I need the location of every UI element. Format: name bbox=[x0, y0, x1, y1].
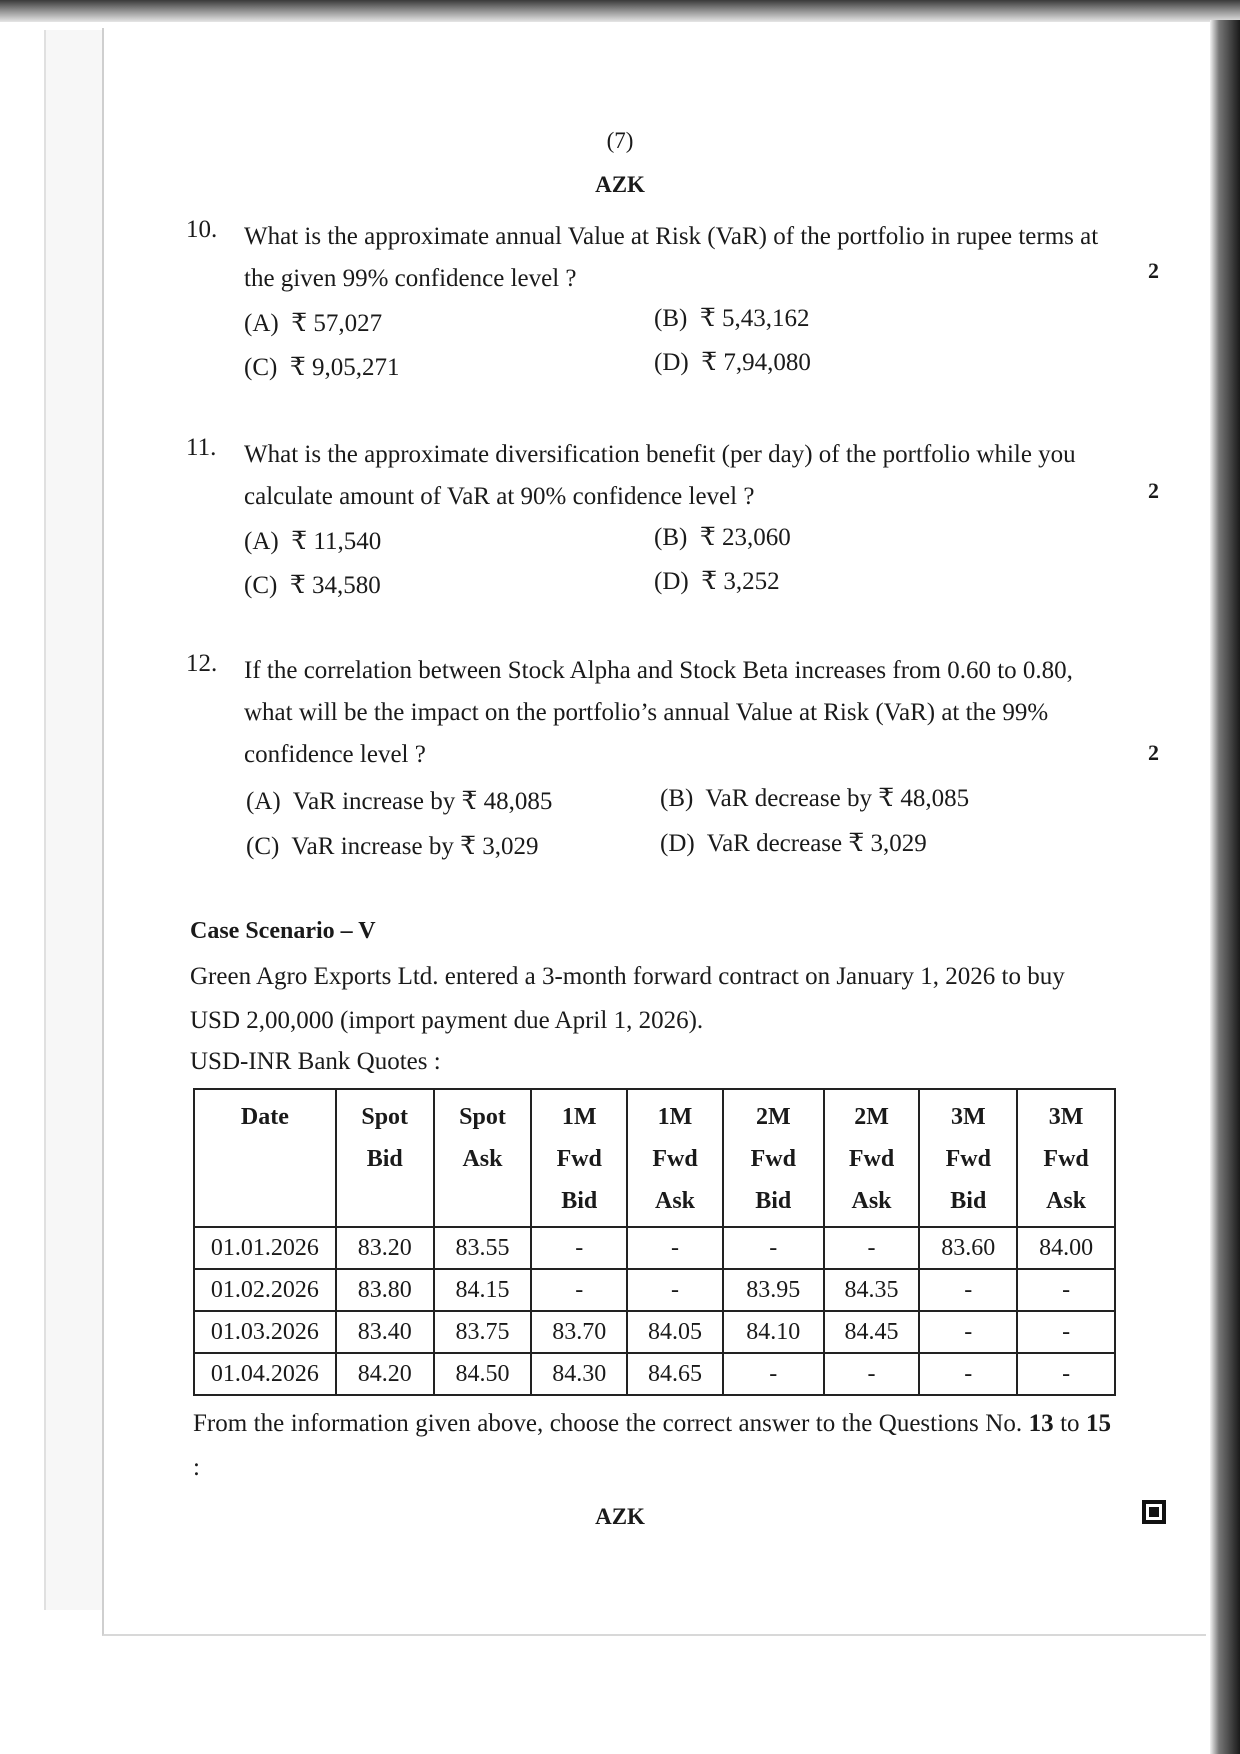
cell-3m-fwd-ask: - bbox=[1017, 1353, 1115, 1395]
option-12-a: (A) VaR increase by ₹ 48,085 bbox=[246, 788, 553, 815]
cell-2m-fwd-ask: - bbox=[824, 1353, 920, 1395]
question-text: If the correlation between Stock Alpha and Stock Beta increases from 0.60 to 0.80, what will be the impact on the portfolio’s annual Value at Risk (VaR) at the 99% confidence level ? bbox=[244, 657, 1073, 768]
cell-date: 01.04.2026 bbox=[194, 1353, 336, 1395]
cell-spot-bid: 83.20 bbox=[336, 1227, 434, 1269]
header-3m-fwd-ask: 3M Fwd Ask bbox=[1017, 1089, 1115, 1227]
option-10-b: (B) ₹ 5,43,162 bbox=[654, 305, 810, 332]
option-10-d: (D) ₹ 7,94,080 bbox=[654, 349, 811, 376]
questions-instruction: From the information given above, choose the correct answer to the Questions No. 13 to 15 : bbox=[193, 1410, 1112, 1481]
case-scenario-text: Green Agro Exports Ltd. entered a 3-month forward contract on January 1, 2026 to buy USD 2,00,000 (import payment due April 1, 2026). bbox=[190, 963, 1065, 1034]
cell-3m-fwd-ask: 84.00 bbox=[1017, 1227, 1115, 1269]
cell-2m-fwd-bid: - bbox=[723, 1227, 824, 1269]
table-row bbox=[194, 1269, 1115, 1311]
cell-3m-fwd-ask: - bbox=[1017, 1269, 1115, 1311]
option-12-d: (D) VaR decrease ₹ 3,029 bbox=[660, 830, 927, 857]
table-row bbox=[194, 1353, 1115, 1395]
scan-right-edge bbox=[1210, 20, 1240, 1754]
option-12-c: (C) VaR increase by ₹ 3,029 bbox=[246, 833, 539, 860]
end-of-page-square-icon bbox=[1142, 1500, 1166, 1524]
table-header-row bbox=[194, 1089, 1115, 1227]
header-spot-ask: Spot Ask bbox=[434, 1089, 532, 1227]
page-number: (7) bbox=[606, 128, 634, 153]
cell-1m-fwd-bid: - bbox=[531, 1227, 627, 1269]
cell-date: 01.01.2026 bbox=[194, 1227, 336, 1269]
underlying-sheet-edge bbox=[44, 30, 106, 1610]
header-2m-fwd-bid: 2M Fwd Bid bbox=[723, 1089, 824, 1227]
cell-2m-fwd-ask: - bbox=[824, 1227, 920, 1269]
cell-1m-fwd-ask: 84.05 bbox=[627, 1311, 723, 1353]
header-code: AZK bbox=[595, 172, 645, 197]
cell-3m-fwd-bid: - bbox=[919, 1269, 1017, 1311]
cell-date: 01.02.2026 bbox=[194, 1269, 336, 1311]
cell-2m-fwd-ask: 84.45 bbox=[824, 1311, 920, 1353]
footer-code: AZK bbox=[595, 1504, 645, 1529]
marks-q12: 2 bbox=[1148, 740, 1159, 765]
cell-1m-fwd-bid: 84.30 bbox=[531, 1353, 627, 1395]
cell-spot-ask: 83.55 bbox=[434, 1227, 532, 1269]
cell-date: 01.03.2026 bbox=[194, 1311, 336, 1353]
cell-2m-fwd-bid: 83.95 bbox=[723, 1269, 824, 1311]
cell-spot-ask: 83.75 bbox=[434, 1311, 532, 1353]
option-11-a: (A) ₹ 11,540 bbox=[244, 528, 382, 555]
option-11-b: (B) ₹ 23,060 bbox=[654, 524, 791, 551]
option-10-c: (C) ₹ 9,05,271 bbox=[244, 354, 400, 381]
header-3m-fwd-bid: 3M Fwd Bid bbox=[919, 1089, 1017, 1227]
question-text: What is the approximate diversification benefit (per day) of the portfolio while you calculate amount of VaR at 90% confidence level ? bbox=[244, 441, 1076, 510]
cell-2m-fwd-bid: - bbox=[723, 1353, 824, 1395]
cell-1m-fwd-bid: - bbox=[531, 1269, 627, 1311]
cell-2m-fwd-bid: 84.10 bbox=[723, 1311, 824, 1353]
header-1m-fwd-ask: 1M Fwd Ask bbox=[627, 1089, 723, 1227]
cell-3m-fwd-bid: - bbox=[919, 1311, 1017, 1353]
marks-q10: 2 bbox=[1148, 258, 1159, 283]
option-10-a: (A) ₹ 57,027 bbox=[244, 310, 383, 337]
quotes-label: USD-INR Bank Quotes : bbox=[190, 1048, 441, 1075]
cell-3m-fwd-bid: - bbox=[919, 1353, 1017, 1395]
cell-1m-fwd-bid: 83.70 bbox=[531, 1311, 627, 1353]
table-row bbox=[194, 1311, 1115, 1353]
cell-spot-ask: 84.15 bbox=[434, 1269, 532, 1311]
case-scenario-title: Case Scenario – V bbox=[190, 918, 376, 944]
table-row bbox=[194, 1227, 1115, 1269]
cell-spot-ask: 84.50 bbox=[434, 1353, 532, 1395]
question-text: What is the approximate annual Value at Risk (VaR) of the portfolio in rupee terms at the given 99% confidence level ? bbox=[244, 223, 1099, 292]
header-1m-fwd-bid: 1M Fwd Bid bbox=[531, 1089, 627, 1227]
cell-spot-bid: 83.80 bbox=[336, 1269, 434, 1311]
header-date: Date bbox=[194, 1089, 336, 1227]
question-number: 12. bbox=[186, 650, 218, 677]
cell-spot-bid: 83.40 bbox=[336, 1311, 434, 1353]
cell-spot-bid: 84.20 bbox=[336, 1353, 434, 1395]
usd-inr-quotes-table bbox=[193, 1088, 1116, 1396]
option-11-d: (D) ₹ 3,252 bbox=[654, 568, 780, 595]
option-12-b: (B) VaR decrease by ₹ 48,085 bbox=[660, 785, 970, 812]
header-2m-fwd-ask: 2M Fwd Ask bbox=[824, 1089, 920, 1227]
cell-3m-fwd-ask: - bbox=[1017, 1311, 1115, 1353]
option-11-c: (C) ₹ 34,580 bbox=[244, 572, 381, 599]
question-number: 10. bbox=[186, 216, 218, 243]
cell-1m-fwd-ask: - bbox=[627, 1227, 723, 1269]
marks-q11: 2 bbox=[1148, 478, 1159, 503]
cell-1m-fwd-ask: 84.65 bbox=[627, 1353, 723, 1395]
question-number: 11. bbox=[186, 434, 217, 461]
cell-2m-fwd-ask: 84.35 bbox=[824, 1269, 920, 1311]
scan-top-edge bbox=[0, 0, 1240, 22]
header-spot-bid: Spot Bid bbox=[336, 1089, 434, 1227]
cell-1m-fwd-ask: - bbox=[627, 1269, 723, 1311]
cell-3m-fwd-bid: 83.60 bbox=[919, 1227, 1017, 1269]
